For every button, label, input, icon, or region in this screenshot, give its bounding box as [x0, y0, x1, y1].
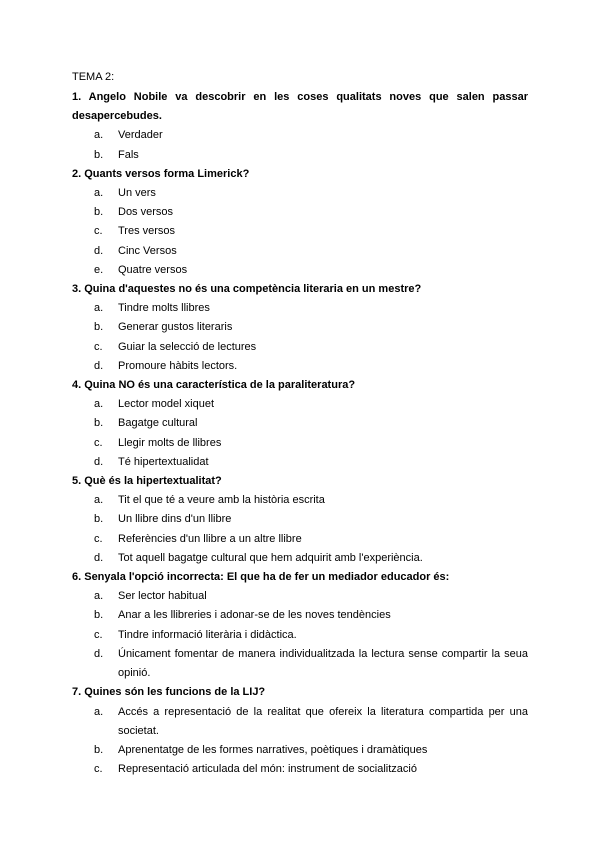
option-letter: d. — [94, 551, 104, 564]
question-block — [72, 683, 528, 779]
option-item — [72, 318, 528, 337]
option-text: Aprenentatge de les formes narratives, poètiques i dramàtiques — [118, 743, 428, 756]
option-text: Ser lector habitual — [118, 590, 207, 603]
option-letter: d. — [94, 359, 104, 372]
option-letter: d. — [94, 455, 104, 468]
option-text: Accés a representació de la realitat que ofereix la literatura compartida per una societat. — [118, 705, 528, 737]
option-letter: b. — [94, 148, 104, 161]
option-text: Tres versos — [118, 225, 176, 238]
document-page — [72, 70, 528, 779]
question-block — [72, 472, 528, 568]
option-letter: a. — [94, 187, 104, 200]
option-text: Un vers — [118, 187, 156, 200]
option-item — [72, 645, 528, 683]
question-text: 5. Què és la hipertextualitat? — [72, 475, 222, 488]
option-list — [72, 587, 528, 683]
option-item — [72, 549, 528, 568]
question-text: 4. Quina NO és una característica de la paraliteratura? — [72, 379, 356, 392]
option-text: Referències d'un llibre a un altre llibre — [118, 532, 302, 545]
option-list — [72, 299, 528, 376]
option-letter: c. — [94, 532, 103, 545]
option-item — [72, 760, 528, 779]
option-item — [72, 510, 528, 529]
option-text: Cinc Versos — [118, 244, 177, 257]
option-letter: c. — [94, 225, 103, 238]
question-block — [72, 568, 528, 683]
option-text: Tot aquell bagatge cultural que hem adquirit amb l'experiència. — [118, 551, 423, 564]
question-block — [72, 376, 528, 472]
question-list — [72, 88, 528, 779]
option-item — [72, 222, 528, 241]
option-text: Fals — [118, 148, 139, 161]
option-item — [72, 357, 528, 376]
option-letter: b. — [94, 417, 104, 430]
option-text: Quatre versos — [118, 263, 188, 276]
option-text: Promoure hàbits lectors. — [118, 359, 238, 372]
option-item — [72, 703, 528, 741]
question-text: 6. Senyala l'opció incorrecta: El que ha de fer un mediador educador és: — [72, 571, 450, 584]
question-text: 1. Angelo Nobile va descobrir en les coses qualitats noves que salen passar desapercebudes. — [72, 91, 528, 123]
option-list — [72, 395, 528, 472]
option-item — [72, 491, 528, 510]
option-letter: a. — [94, 302, 104, 315]
question-text: 2. Quants versos forma Limerick? — [72, 167, 250, 180]
option-item — [72, 203, 528, 222]
option-letter: b. — [94, 513, 104, 526]
option-letter: a. — [94, 590, 104, 603]
question-block — [72, 88, 528, 165]
option-text: Guiar la selecció de lectures — [118, 340, 257, 353]
option-letter: a. — [94, 398, 104, 411]
option-item — [72, 146, 528, 165]
question-block — [72, 280, 528, 376]
option-item — [72, 530, 528, 549]
option-text: Bagatge cultural — [118, 417, 198, 430]
option-item — [72, 434, 528, 453]
option-letter: a. — [94, 705, 104, 718]
option-letter: e. — [94, 263, 104, 276]
option-text: Tit el que té a veure amb la història escrita — [118, 494, 325, 507]
option-item — [72, 338, 528, 357]
option-text: Generar gustos literaris — [118, 321, 233, 334]
option-text: Dos versos — [118, 206, 174, 219]
option-item — [72, 261, 528, 280]
option-letter: b. — [94, 206, 104, 219]
option-letter: b. — [94, 609, 104, 622]
option-text: Tindre molts llibres — [118, 302, 210, 315]
option-item — [72, 299, 528, 318]
option-list — [72, 491, 528, 568]
option-letter: c. — [94, 436, 103, 449]
option-text: Únicament fomentar de manera individualitzada la lectura sense compartir la seua opinió. — [118, 647, 528, 680]
option-list — [72, 126, 528, 164]
option-letter: c. — [94, 763, 103, 776]
question-block — [72, 165, 528, 280]
option-text: Anar a les llibreries i adonar-se de les noves tendències — [118, 609, 391, 622]
option-text: Lector model xiquet — [118, 398, 214, 411]
option-text: Verdader — [118, 129, 163, 142]
option-list — [72, 703, 528, 780]
option-text: Un llibre dins d'un llibre — [118, 513, 232, 526]
option-letter: b. — [94, 321, 104, 334]
option-letter: a. — [94, 494, 104, 507]
option-item — [72, 184, 528, 203]
option-item — [72, 126, 528, 145]
option-text: Té hipertextualidat — [118, 455, 209, 468]
option-list — [72, 184, 528, 280]
option-letter: a. — [94, 129, 104, 142]
option-item — [72, 242, 528, 261]
option-item — [72, 606, 528, 625]
option-item — [72, 741, 528, 760]
option-item — [72, 626, 528, 645]
option-text: Representació articulada del món: instrument de socialització — [118, 763, 417, 776]
option-item — [72, 587, 528, 606]
option-item — [72, 453, 528, 472]
option-letter: c. — [94, 340, 103, 353]
option-item — [72, 395, 528, 414]
option-text: Llegir molts de llibres — [118, 436, 222, 449]
option-letter: b. — [94, 743, 104, 756]
option-item — [72, 414, 528, 433]
document-heading: TEMA 2: — [72, 71, 115, 83]
question-text: 7. Quines són les funcions de la LIJ? — [72, 686, 266, 699]
option-letter: d. — [94, 647, 104, 660]
option-letter: c. — [94, 628, 103, 641]
question-text: 3. Quina d'aquestes no és una competència literaria en un mestre? — [72, 283, 422, 296]
option-text: Tindre informació literària i didàctica. — [118, 628, 297, 641]
option-letter: d. — [94, 244, 104, 257]
